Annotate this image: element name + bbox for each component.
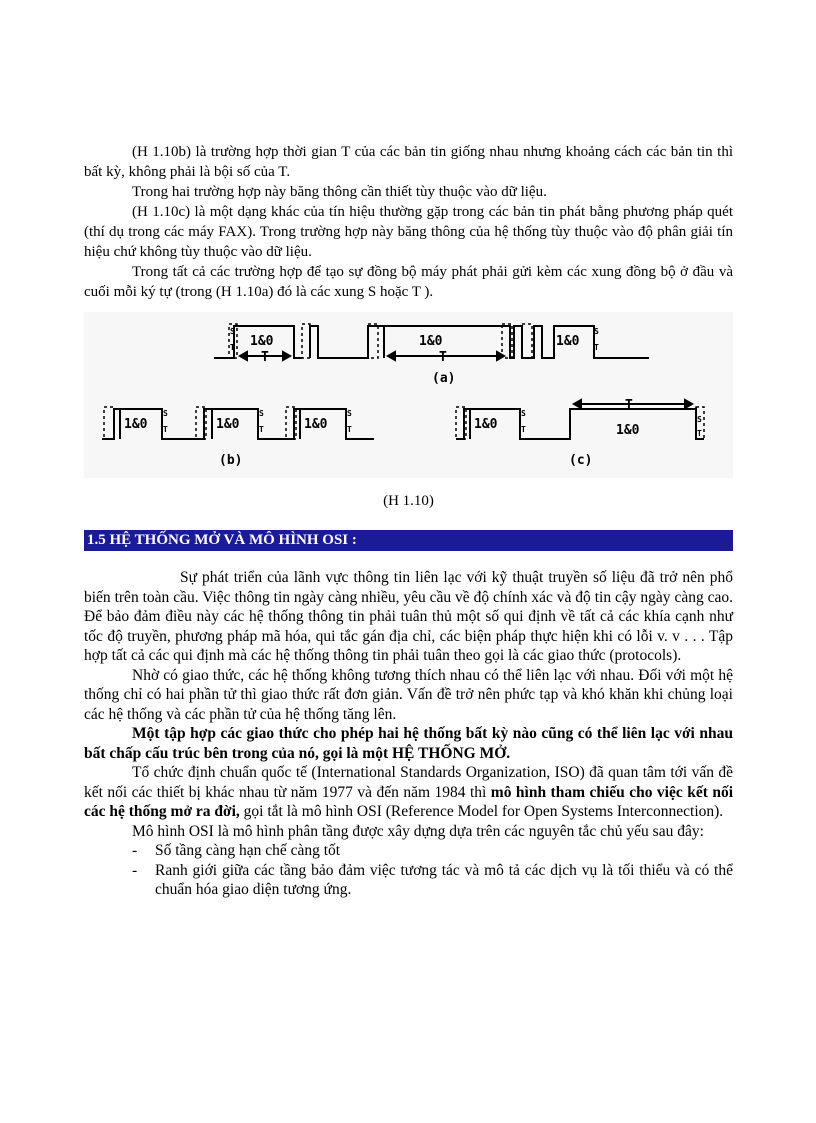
label-data-c2: 1&0	[616, 423, 640, 438]
paragraph-text: gọi tắt là mô hình OSI (Reference Model for Open Systems Interconnection).	[239, 803, 724, 820]
label-sub-b: (b)	[219, 453, 243, 468]
paragraph: Trong tất cả các trường hợp để tạo sự đồng bộ máy phát phải gửi kèm các xung đồng bộ ở đầu và cuối mỗi ký tự (trong (H 1.10a) đó là các xung S hoặc T ).	[84, 264, 733, 300]
label-period-a2: T	[439, 350, 447, 365]
label-stop-c2: T	[697, 429, 702, 438]
label-stop-a1: T	[230, 343, 235, 352]
label-start-a3: S	[594, 327, 599, 336]
section-heading: 1.5 HỆ THỐNG MỞ VÀ MÔ HÌNH OSI :	[84, 530, 733, 551]
label-start-c1: S	[521, 409, 526, 418]
label-period-c: T	[625, 398, 633, 413]
paragraph: (H 1.10b) là trường hợp thời gian T của các bản tin giống nhau nhưng khoảng cách các bản tin thì bất kỳ, không phải là bội số của T.	[84, 144, 733, 180]
label-sub-a: (a)	[432, 371, 456, 386]
label-stop-a3: T	[594, 343, 599, 352]
dash-marker: -	[132, 842, 138, 859]
label-sub-c: (c)	[569, 453, 593, 468]
label-start-c2: S	[697, 415, 702, 424]
list-item-text: Ranh giới giữa các tầng bảo đảm việc tương tác và mô tả các dịch vụ là tối thiểu và có thể chuẩn hóa giao diện tương ứng.	[155, 861, 733, 898]
label-stop-b1: T	[163, 425, 168, 434]
label-data-b3: 1&0	[304, 417, 328, 432]
label-data-b2: 1&0	[216, 417, 240, 432]
intro-text	[84, 142, 733, 302]
list-item-text: Số tầng càng hạn chế càng tốt	[155, 842, 341, 859]
paragraph: Trong hai trường hợp này băng thông cần thiết tùy thuộc vào dữ liệu.	[132, 184, 547, 200]
paragraph: (H 1.10c) là một dạng khác của tín hiệu thường gặp trong các bản tin phát bằng phương pháp quét (thí dụ trong các máy FAX). Trong trường hợp này băng thông của hệ thống tùy thuộc vào độ phân giải tín hiệu chứ không tùy thuộc vào dữ liệu.	[84, 204, 733, 260]
label-stop-c1: T	[521, 425, 526, 434]
list-item	[84, 861, 733, 900]
label-data-a1: 1&0	[250, 334, 274, 349]
bold-phrase: mô hình tham chiếu cho việc kết nối các hệ thống mở ra đời,	[84, 783, 734, 820]
label-start-b3: S	[347, 409, 352, 418]
paragraph: Mô hình OSI là mô hình phân tầng được xây dựng dựa trên các nguyên tắc chủ yếu sau đây:	[132, 822, 704, 840]
signal-figure	[84, 312, 733, 478]
label-period-a1: T	[261, 350, 269, 365]
label-stop-b3: T	[347, 425, 352, 434]
label-data-b1: 1&0	[124, 417, 148, 432]
paragraph: Nhờ có giao thức, các hệ thống không tương thích nhau có thể liên lạc với nhau. Đối với một hệ thống chỉ có hai phần tử thì giao thức rất đơn giản. Vấn đề trở nên phức tạp và khó khăn khi chủng loại các hệ thống và các phần tử của hệ thống tăng lên.	[84, 666, 733, 723]
dash-marker: -	[132, 861, 138, 879]
label-start-a1: S	[230, 327, 235, 336]
definition-paragraph: Một tập hợp các giao thức cho phép hai hệ thống bất kỳ nào cũng có thể liên lạc với nhau bất chấp cấu trúc bên trong của nó, gọi là một HỆ THỐNG MỞ.	[84, 725, 733, 762]
label-data-a3: 1&0	[556, 334, 580, 349]
label-data-c1: 1&0	[474, 417, 498, 432]
principle-list	[84, 841, 733, 900]
label-stop-b2: T	[259, 425, 264, 434]
section-body	[84, 568, 733, 900]
paragraph: Sự phát triển của lãnh vực thông tin liên lạc với kỹ thuật truyền số liệu đã trở nên phổ biến trên toàn cầu. Việc thông tin ngày càng nhiều, yêu cầu về độ chính xác và độ tin cậy ngày càng cao. Để bảo đảm điều này các hệ thống thông tin phải tuân thủ một số qui định về tất cả các khía cạnh như tốc độ truyền, phương pháp mã hóa, qui tắc gán địa chỉ, các biện pháp thực hiện khi có lỗi v. v . . . Tập hợp tất cả các qui định mà các hệ thống thông tin phải tuân theo gọi là các giao thức (protocols).	[84, 569, 733, 664]
waveform-diagram	[84, 312, 733, 478]
list-item	[84, 841, 733, 861]
paragraph-text: Tổ chức định chuẩn quốc tế (International Standards Organization, ISO) đã quan tâm tới vấn đề kết nối các thiết bị khác nhau từ năm 1977 và đến năm 1984 thì	[84, 764, 733, 801]
label-start-b2: S	[259, 409, 264, 418]
figure-caption: (H 1.10)	[383, 493, 434, 509]
label-data-a2: 1&0	[419, 334, 443, 349]
label-start-b1: S	[163, 409, 168, 418]
paragraph	[84, 763, 733, 822]
